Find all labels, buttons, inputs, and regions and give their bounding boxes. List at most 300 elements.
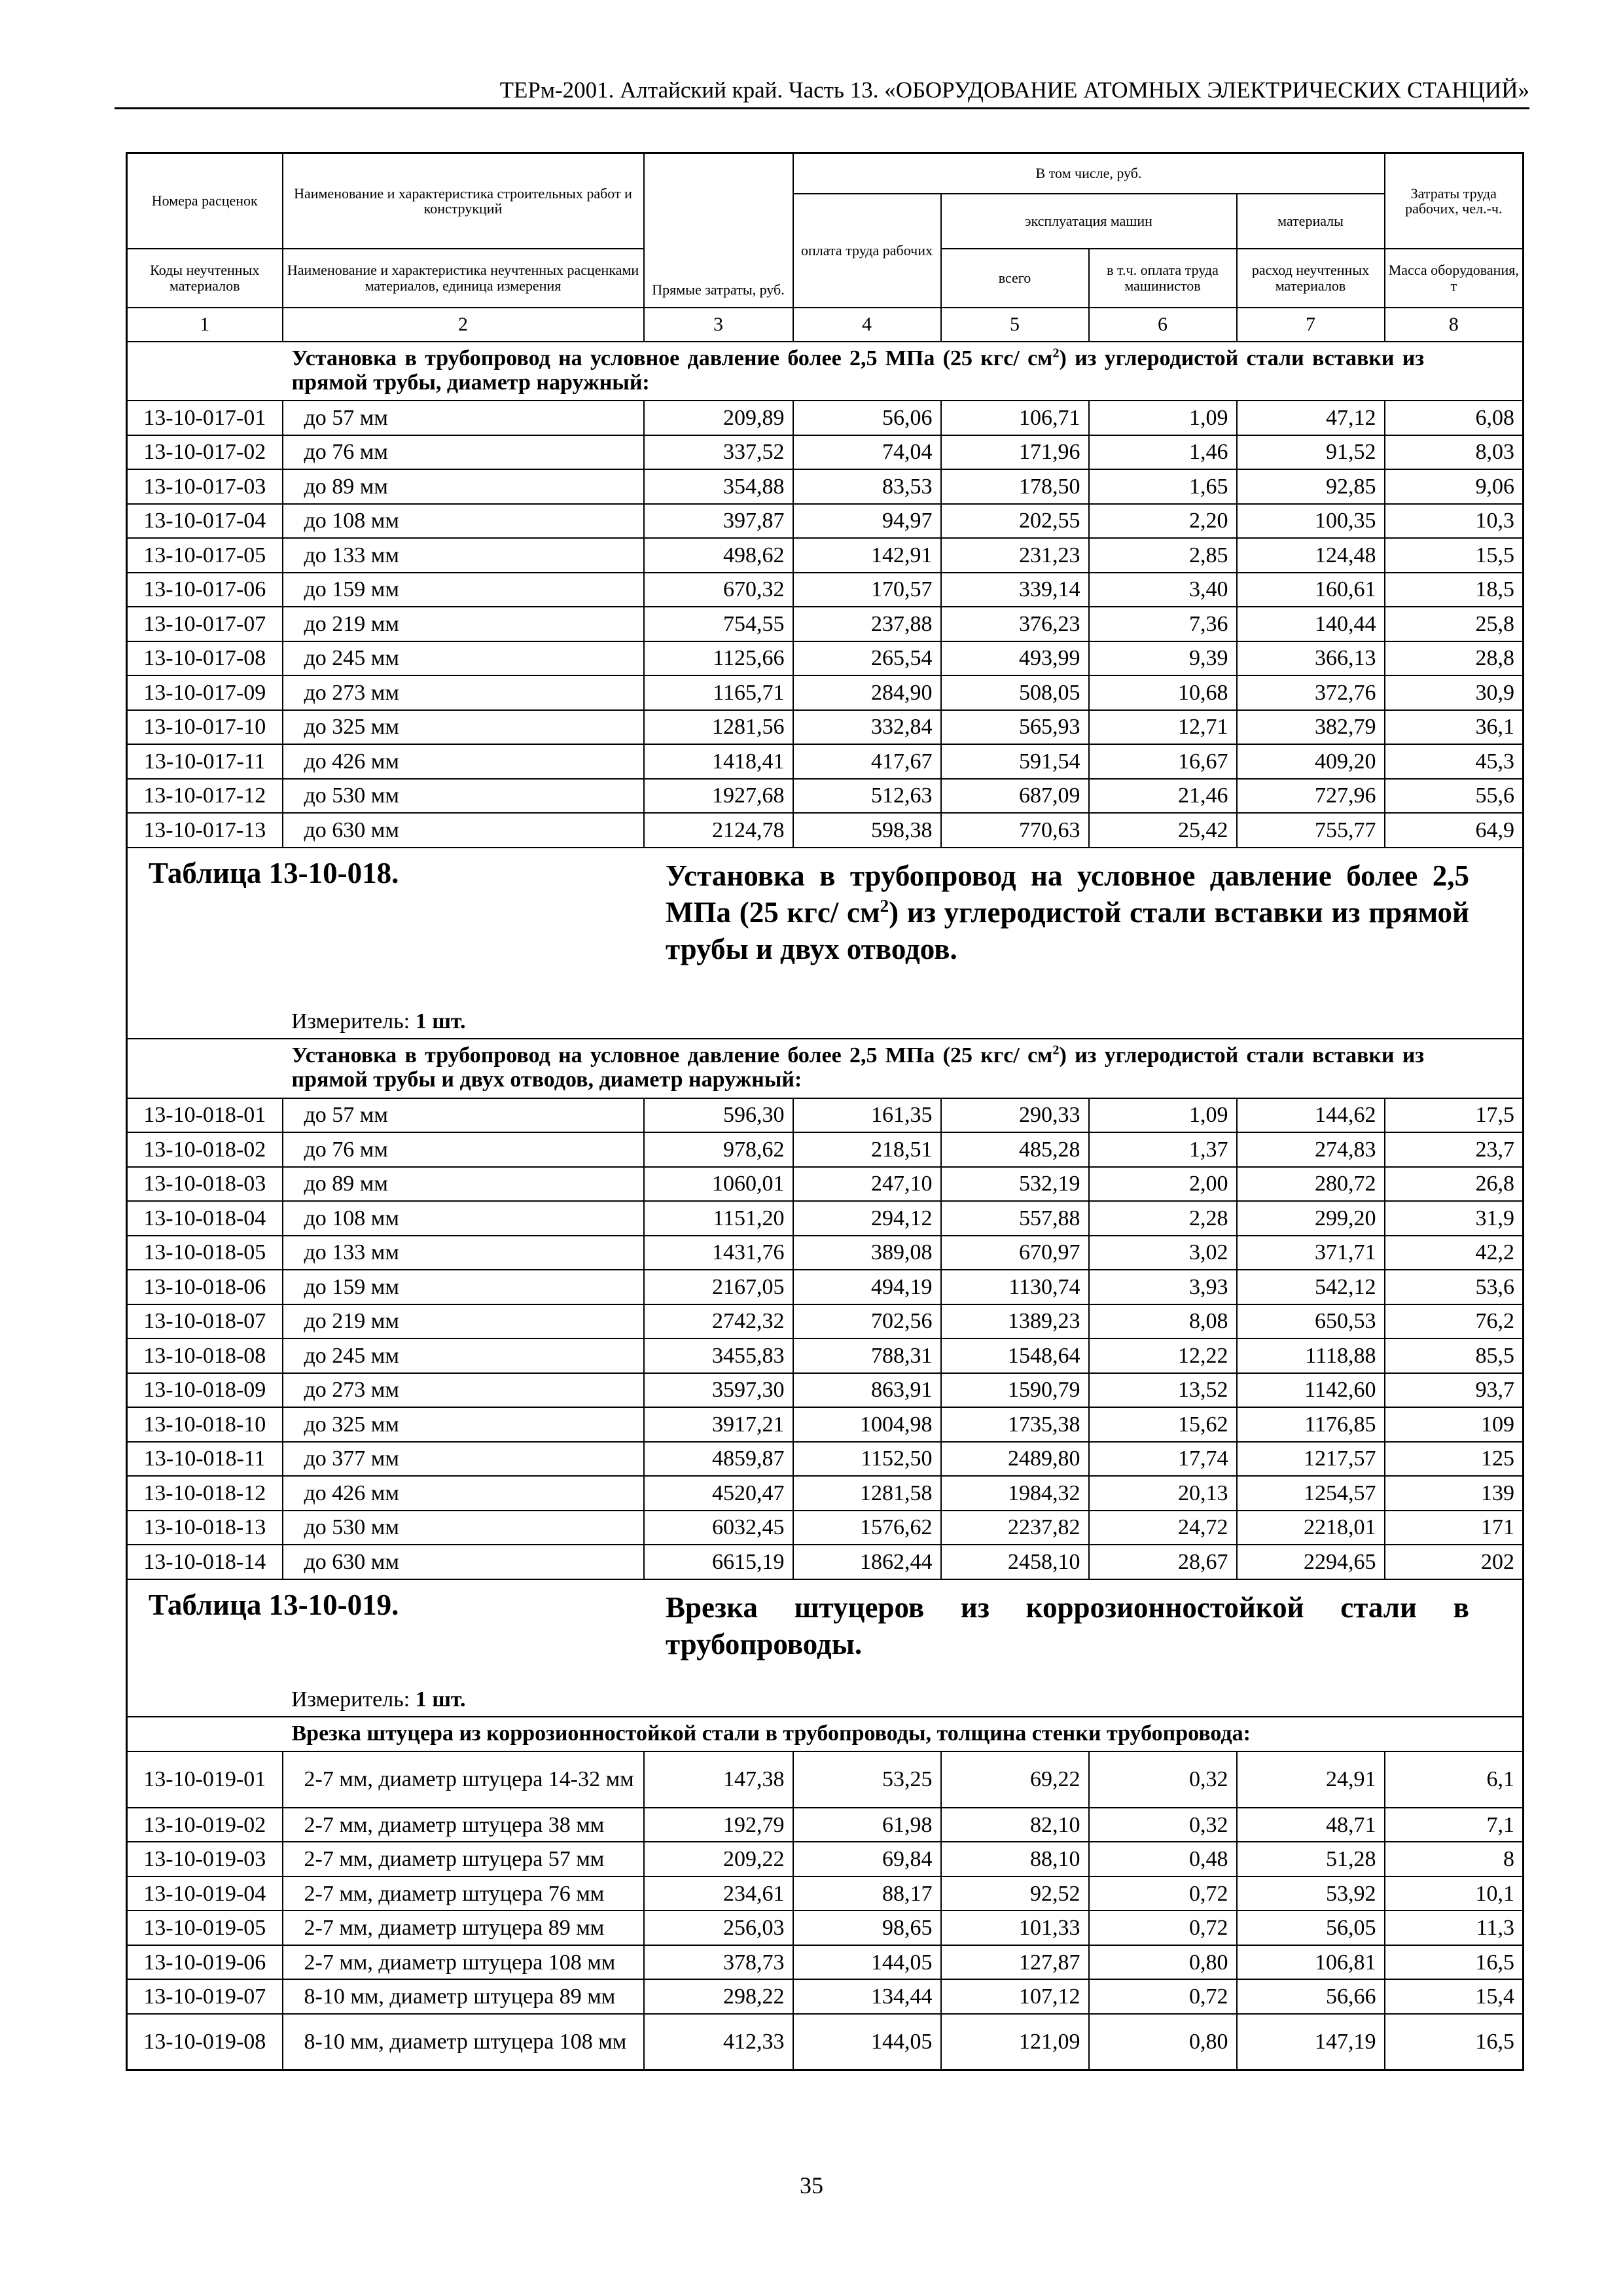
materials-cost: 366,13	[1237, 641, 1385, 676]
machinists-wage: 8,08	[1089, 1304, 1237, 1339]
work-name: до 219 мм	[283, 1304, 644, 1339]
machines-total: 202,55	[941, 504, 1089, 539]
direct-cost: 1165,71	[644, 675, 793, 710]
work-name: 2-7 мм, диаметр штуцера 89 мм	[283, 1910, 644, 1945]
labor-wage: 294,12	[793, 1201, 941, 1236]
machinists-wage: 1,46	[1089, 435, 1237, 470]
machines-total: 2237,82	[941, 1511, 1089, 1545]
col2-bottom-header: Наименование и характеристика неучтенных расценками материалов, единица измерения	[283, 249, 644, 308]
materials-cost: 382,79	[1237, 710, 1385, 745]
work-name: 8-10 мм, диаметр штуцера 108 мм	[283, 2014, 644, 2070]
rate-code: 13-10-018-01	[127, 1098, 283, 1133]
table-row	[127, 1979, 1524, 2014]
section-subtitle-row	[127, 342, 1524, 401]
machinists-wage: 0,80	[1089, 1945, 1237, 1980]
direct-cost: 412,33	[644, 2014, 793, 2070]
machines-total: 1130,74	[941, 1270, 1089, 1304]
labor-hours: 31,9	[1385, 1201, 1524, 1236]
materials-cost: 56,66	[1237, 1979, 1385, 2014]
labor-hours: 45,3	[1385, 744, 1524, 779]
table-row	[127, 1442, 1524, 1477]
machines-total: 532,19	[941, 1167, 1089, 1202]
labor-wage: 494,19	[793, 1270, 941, 1304]
direct-cost: 1125,66	[644, 641, 793, 676]
materials-cost: 1217,57	[1237, 1442, 1385, 1477]
labor-wage: 1281,58	[793, 1476, 941, 1511]
materials-cost: 144,62	[1237, 1098, 1385, 1133]
labor-hours: 85,5	[1385, 1338, 1524, 1373]
rate-code: 13-10-019-08	[127, 2014, 283, 2070]
direct-cost: 2124,78	[644, 813, 793, 848]
labor-wage: 74,04	[793, 435, 941, 470]
machines-total: 69,22	[941, 1751, 1089, 1808]
labor-wage: 1152,50	[793, 1442, 941, 1477]
machines-total: 92,52	[941, 1876, 1089, 1911]
labor-hours: 10,3	[1385, 504, 1524, 539]
materials-cost: 47,12	[1237, 401, 1385, 435]
column-numbers-row	[127, 308, 1524, 342]
table-row	[127, 1373, 1524, 1408]
materials-cost: 755,77	[1237, 813, 1385, 848]
labor-hours: 7,1	[1385, 1808, 1524, 1842]
machinists-wage: 0,80	[1089, 2014, 1237, 2070]
col4-header: оплата труда рабочих	[793, 194, 941, 308]
table-label: Таблица 13-10-018.	[149, 856, 399, 889]
direct-cost: 256,03	[644, 1910, 793, 1945]
table-row	[127, 1945, 1524, 1980]
table-row	[127, 1304, 1524, 1339]
column-number: 1	[127, 308, 283, 342]
table-title: Врезка штуцеров из коррозионностойкой стали в трубопроводы.	[666, 1590, 1469, 1660]
materials-cost: 727,96	[1237, 779, 1385, 814]
table-unit: Измеритель: 1 шт.	[291, 1009, 466, 1034]
col1-top-header: Номера расценок	[127, 153, 283, 249]
materials-cost: 24,91	[1237, 1751, 1385, 1808]
labor-wage: 237,88	[793, 607, 941, 641]
work-name: до 273 мм	[283, 675, 644, 710]
materials-cost: 124,48	[1237, 538, 1385, 573]
labor-wage: 61,98	[793, 1808, 941, 1842]
table-row	[127, 504, 1524, 539]
table-row	[127, 538, 1524, 573]
col3-header: Прямые затраты, руб.	[644, 153, 793, 308]
work-name: до 219 мм	[283, 607, 644, 641]
machines-total: 231,23	[941, 538, 1089, 573]
rate-code: 13-10-017-10	[127, 710, 283, 745]
table-row	[127, 1476, 1524, 1511]
rate-code: 13-10-018-09	[127, 1373, 283, 1408]
table-row	[127, 1876, 1524, 1911]
col1-bottom-header: Коды неучтенных материалов	[127, 249, 283, 308]
rate-code: 13-10-017-11	[127, 744, 283, 779]
materials-cost: 280,72	[1237, 1167, 1385, 1202]
machinists-wage: 2,28	[1089, 1201, 1237, 1236]
machinists-wage: 16,67	[1089, 744, 1237, 779]
labor-hours: 23,7	[1385, 1132, 1524, 1167]
work-name: до 630 мм	[283, 1545, 644, 1579]
direct-cost: 2742,32	[644, 1304, 793, 1339]
labor-wage: 218,51	[793, 1132, 941, 1167]
labor-hours: 15,4	[1385, 1979, 1524, 2014]
table-row	[127, 641, 1524, 676]
table-row	[127, 744, 1524, 779]
rate-code: 13-10-017-13	[127, 813, 283, 848]
table-row	[127, 1270, 1524, 1304]
work-name: до 530 мм	[283, 779, 644, 814]
rate-code: 13-10-019-01	[127, 1751, 283, 1808]
table-row	[127, 1338, 1524, 1373]
section-subtitle-row	[127, 1039, 1524, 1098]
labor-hours: 9,06	[1385, 469, 1524, 504]
section-subtitle: Установка в трубопровод на условное давление более 2,5 МПа (25 кгс/ $см^2$) из углеродистой стали вставки из прямой трубы и двух отводов, диаметр наружный:	[283, 1039, 1524, 1098]
column-number: 7	[1237, 308, 1385, 342]
rate-code: 13-10-017-09	[127, 675, 283, 710]
labor-hours: 17,5	[1385, 1098, 1524, 1133]
machines-total: 687,09	[941, 779, 1089, 814]
table-row	[127, 1808, 1524, 1842]
labor-wage: 1862,44	[793, 1545, 941, 1579]
labor-hours: 16,5	[1385, 2014, 1524, 2070]
col8-top-header: Затраты труда рабочих, чел.-ч.	[1385, 153, 1524, 249]
machines-total: 106,71	[941, 401, 1089, 435]
labor-hours: 15,5	[1385, 538, 1524, 573]
machines-total: 290,33	[941, 1098, 1089, 1133]
table-row	[127, 1407, 1524, 1442]
machinists-wage: 3,93	[1089, 1270, 1237, 1304]
materials-cost: 650,53	[1237, 1304, 1385, 1339]
labor-wage: 98,65	[793, 1910, 941, 1945]
direct-cost: 3455,83	[644, 1338, 793, 1373]
work-name: до 89 мм	[283, 469, 644, 504]
machines-total: 591,54	[941, 744, 1089, 779]
work-name: 2-7 мм, диаметр штуцера 14-32 мм	[283, 1751, 644, 1808]
rate-code: 13-10-017-08	[127, 641, 283, 676]
rate-code: 13-10-018-14	[127, 1545, 283, 1579]
table-row	[127, 1511, 1524, 1545]
work-name: до 159 мм	[283, 573, 644, 607]
materials-cost: 274,83	[1237, 1132, 1385, 1167]
work-name: до 377 мм	[283, 1442, 644, 1477]
direct-cost: 4859,87	[644, 1442, 793, 1477]
work-name: до 76 мм	[283, 1132, 644, 1167]
column-number: 3	[644, 308, 793, 342]
rate-code: 13-10-018-11	[127, 1442, 283, 1477]
table-row	[127, 813, 1524, 848]
machinists-wage: 7,36	[1089, 607, 1237, 641]
column-number: 4	[793, 308, 941, 342]
labor-wage: 144,05	[793, 1945, 941, 1980]
column-number: 2	[283, 308, 644, 342]
labor-wage: 170,57	[793, 573, 941, 607]
rate-code: 13-10-019-03	[127, 1842, 283, 1876]
labor-wage: 1004,98	[793, 1407, 941, 1442]
materials-cost: 92,85	[1237, 469, 1385, 504]
labor-hours: 93,7	[1385, 1373, 1524, 1408]
materials-cost: 160,61	[1237, 573, 1385, 607]
work-name: до 426 мм	[283, 744, 644, 779]
labor-wage: 247,10	[793, 1167, 941, 1202]
labor-hours: 10,1	[1385, 1876, 1524, 1911]
work-name: до 133 мм	[283, 538, 644, 573]
labor-hours: 36,1	[1385, 710, 1524, 745]
machinists-wage: 17,74	[1089, 1442, 1237, 1477]
work-name: 2-7 мм, диаметр штуцера 38 мм	[283, 1808, 644, 1842]
machinists-wage: 0,72	[1089, 1979, 1237, 2014]
machinists-wage: 12,71	[1089, 710, 1237, 745]
machinists-wage: 28,67	[1089, 1545, 1237, 1579]
rate-code: 13-10-017-05	[127, 538, 283, 573]
table-title-block	[127, 1579, 1524, 1717]
machinists-wage: 0,72	[1089, 1876, 1237, 1911]
rate-code: 13-10-018-02	[127, 1132, 283, 1167]
materials-cost: 140,44	[1237, 607, 1385, 641]
direct-cost: 354,88	[644, 469, 793, 504]
direct-cost: 6032,45	[644, 1511, 793, 1545]
table-row	[127, 779, 1524, 814]
machines-total: 1548,64	[941, 1338, 1089, 1373]
table-row	[127, 2014, 1524, 2070]
direct-cost: 378,73	[644, 1945, 793, 1980]
labor-hours: 25,8	[1385, 607, 1524, 641]
machinists-wage: 3,40	[1089, 573, 1237, 607]
work-name: до 245 мм	[283, 1338, 644, 1373]
table-row	[127, 1167, 1524, 1202]
table-row	[127, 1910, 1524, 1945]
column-number: 6	[1089, 308, 1237, 342]
machinists-wage: 1,65	[1089, 469, 1237, 504]
table-row	[127, 573, 1524, 607]
direct-cost: 234,61	[644, 1876, 793, 1911]
direct-cost: 4520,47	[644, 1476, 793, 1511]
labor-hours: 6,1	[1385, 1751, 1524, 1808]
labor-hours: 109	[1385, 1407, 1524, 1442]
table-row	[127, 435, 1524, 470]
labor-wage: 284,90	[793, 675, 941, 710]
machines-total: 88,10	[941, 1842, 1089, 1876]
work-name: до 530 мм	[283, 1511, 644, 1545]
labor-hours: 6,08	[1385, 401, 1524, 435]
rate-code: 13-10-019-04	[127, 1876, 283, 1911]
materials-cost: 48,71	[1237, 1808, 1385, 1842]
machinists-wage: 0,32	[1089, 1808, 1237, 1842]
rate-code: 13-10-017-02	[127, 435, 283, 470]
rate-code: 13-10-017-03	[127, 469, 283, 504]
rate-code: 13-10-017-04	[127, 504, 283, 539]
work-name: 2-7 мм, диаметр штуцера 108 мм	[283, 1945, 644, 1980]
column-number: 8	[1385, 308, 1524, 342]
work-name: 8-10 мм, диаметр штуцера 89 мм	[283, 1979, 644, 2014]
work-name: 2-7 мм, диаметр штуцера 76 мм	[283, 1876, 644, 1911]
rate-code: 13-10-018-03	[127, 1167, 283, 1202]
work-name: до 245 мм	[283, 641, 644, 676]
machinists-wage: 21,46	[1089, 779, 1237, 814]
rate-code: 13-10-018-06	[127, 1270, 283, 1304]
table-row	[127, 1098, 1524, 1133]
materials-cost: 91,52	[1237, 435, 1385, 470]
direct-cost: 978,62	[644, 1132, 793, 1167]
direct-cost: 3917,21	[644, 1407, 793, 1442]
labor-hours: 55,6	[1385, 779, 1524, 814]
machines-total: 2489,80	[941, 1442, 1089, 1477]
direct-cost: 209,89	[644, 401, 793, 435]
rate-code: 13-10-019-02	[127, 1808, 283, 1842]
rates-table	[126, 152, 1524, 2071]
machines-total: 339,14	[941, 573, 1089, 607]
running-header	[115, 68, 1529, 109]
table-row	[127, 401, 1524, 435]
materials-cost: 2218,01	[1237, 1511, 1385, 1545]
table-label: Таблица 13-10-019.	[149, 1588, 399, 1621]
labor-hours: 28,8	[1385, 641, 1524, 676]
labor-hours: 8,03	[1385, 435, 1524, 470]
table-title-block	[127, 848, 1524, 1039]
machines-total: 1389,23	[941, 1304, 1089, 1339]
machines-total: 178,50	[941, 469, 1089, 504]
col2-top-header: Наименование и характеристика строительных работ и конструкций	[283, 153, 644, 249]
rate-code: 13-10-018-12	[127, 1476, 283, 1511]
header-text: ТЕРм-2001. Алтайский край. Часть 13. «ОБОРУДОВАНИЕ АТОМНЫХ ЭЛЕКТРИЧЕСКИХ СТАНЦИЙ»	[499, 77, 1529, 103]
labor-wage: 142,91	[793, 538, 941, 573]
labor-wage: 144,05	[793, 2014, 941, 2070]
labor-wage: 389,08	[793, 1236, 941, 1270]
direct-cost: 670,32	[644, 573, 793, 607]
labor-wage: 134,44	[793, 1979, 941, 2014]
table-title-row	[127, 1579, 1524, 1717]
table-row	[127, 710, 1524, 745]
work-name: до 133 мм	[283, 1236, 644, 1270]
labor-hours: 53,6	[1385, 1270, 1524, 1304]
rate-code: 13-10-018-08	[127, 1338, 283, 1373]
materials-cost: 51,28	[1237, 1842, 1385, 1876]
machines-total: 485,28	[941, 1132, 1089, 1167]
rate-code: 13-10-018-05	[127, 1236, 283, 1270]
col8-bottom-header: Масса оборудования, т	[1385, 249, 1524, 308]
labor-wage: 417,67	[793, 744, 941, 779]
labor-wage: 1576,62	[793, 1511, 941, 1545]
work-name: до 89 мм	[283, 1167, 644, 1202]
labor-wage: 512,63	[793, 779, 941, 814]
labor-hours: 8	[1385, 1842, 1524, 1876]
table-row	[127, 1201, 1524, 1236]
materials-cost: 409,20	[1237, 744, 1385, 779]
machines-total: 1735,38	[941, 1407, 1089, 1442]
direct-cost: 1281,56	[644, 710, 793, 745]
materials-cost: 371,71	[1237, 1236, 1385, 1270]
machinists-wage: 10,68	[1089, 675, 1237, 710]
machines-header: эксплуатация машин	[941, 194, 1237, 249]
work-name: до 325 мм	[283, 1407, 644, 1442]
work-name: до 325 мм	[283, 710, 644, 745]
direct-cost: 147,38	[644, 1751, 793, 1808]
rate-code: 13-10-017-06	[127, 573, 283, 607]
table-row	[127, 607, 1524, 641]
labor-wage: 94,97	[793, 504, 941, 539]
machines-total: 1590,79	[941, 1373, 1089, 1408]
materials-cost: 299,20	[1237, 1201, 1385, 1236]
labor-wage: 69,84	[793, 1842, 941, 1876]
direct-cost: 3597,30	[644, 1373, 793, 1408]
labor-hours: 30,9	[1385, 675, 1524, 710]
machines-total: 670,97	[941, 1236, 1089, 1270]
machines-total: 770,63	[941, 813, 1089, 848]
labor-hours: 125	[1385, 1442, 1524, 1477]
materials-cost: 1118,88	[1237, 1338, 1385, 1373]
labor-wage: 83,53	[793, 469, 941, 504]
labor-hours: 202	[1385, 1545, 1524, 1579]
labor-hours: 171	[1385, 1511, 1524, 1545]
direct-cost: 192,79	[644, 1808, 793, 1842]
machinists-wage: 24,72	[1089, 1511, 1237, 1545]
machinists-wage: 2,20	[1089, 504, 1237, 539]
col7-header: расход неучтенных материалов	[1237, 249, 1385, 308]
work-name: до 273 мм	[283, 1373, 644, 1408]
table-row	[127, 469, 1524, 504]
machinists-wage: 12,22	[1089, 1338, 1237, 1373]
machines-total: 493,99	[941, 641, 1089, 676]
materials-cost: 542,12	[1237, 1270, 1385, 1304]
work-name: до 108 мм	[283, 504, 644, 539]
table-row	[127, 1842, 1524, 1876]
col6-header: в т.ч. оплата труда машинистов	[1089, 249, 1237, 308]
direct-cost: 596,30	[644, 1098, 793, 1133]
machinists-wage: 2,00	[1089, 1167, 1237, 1202]
work-name: до 630 мм	[283, 813, 644, 848]
machines-total: 101,33	[941, 1910, 1089, 1945]
machines-total: 171,96	[941, 435, 1089, 470]
labor-wage: 702,56	[793, 1304, 941, 1339]
labor-hours: 16,5	[1385, 1945, 1524, 1980]
machinists-wage: 0,32	[1089, 1751, 1237, 1808]
rate-code: 13-10-018-04	[127, 1201, 283, 1236]
labor-wage: 161,35	[793, 1098, 941, 1133]
labor-wage: 788,31	[793, 1338, 941, 1373]
direct-cost: 1151,20	[644, 1201, 793, 1236]
machinists-wage: 1,09	[1089, 1098, 1237, 1133]
machinists-wage: 15,62	[1089, 1407, 1237, 1442]
direct-cost: 498,62	[644, 538, 793, 573]
table-row	[127, 1236, 1524, 1270]
direct-cost: 1927,68	[644, 779, 793, 814]
rate-code: 13-10-019-06	[127, 1945, 283, 1980]
machinists-wage: 2,85	[1089, 538, 1237, 573]
rate-code: 13-10-018-13	[127, 1511, 283, 1545]
machines-total: 121,09	[941, 2014, 1089, 2070]
work-name: до 108 мм	[283, 1201, 644, 1236]
work-name: до 426 мм	[283, 1476, 644, 1511]
rate-code: 13-10-018-10	[127, 1407, 283, 1442]
materials-cost: 106,81	[1237, 1945, 1385, 1980]
labor-wage: 56,06	[793, 401, 941, 435]
direct-cost: 397,87	[644, 504, 793, 539]
section-subtitle: Врезка штуцера из коррозионностойкой стали в трубопроводы, толщина стенки трубопровода:	[283, 1717, 1524, 1751]
machinists-wage: 25,42	[1089, 813, 1237, 848]
labor-hours: 76,2	[1385, 1304, 1524, 1339]
rate-code: 13-10-017-07	[127, 607, 283, 641]
labor-wage: 265,54	[793, 641, 941, 676]
labor-hours: 18,5	[1385, 573, 1524, 607]
machinists-wage: 0,48	[1089, 1842, 1237, 1876]
direct-cost: 1418,41	[644, 744, 793, 779]
rate-code: 13-10-017-12	[127, 779, 283, 814]
materials-cost: 1176,85	[1237, 1407, 1385, 1442]
rate-code: 13-10-019-05	[127, 1910, 283, 1945]
labor-hours: 139	[1385, 1476, 1524, 1511]
table-row	[127, 1751, 1524, 1808]
direct-cost: 2167,05	[644, 1270, 793, 1304]
work-name: до 159 мм	[283, 1270, 644, 1304]
machines-total: 565,93	[941, 710, 1089, 745]
table-unit: Измеритель: 1 шт.	[291, 1687, 466, 1712]
